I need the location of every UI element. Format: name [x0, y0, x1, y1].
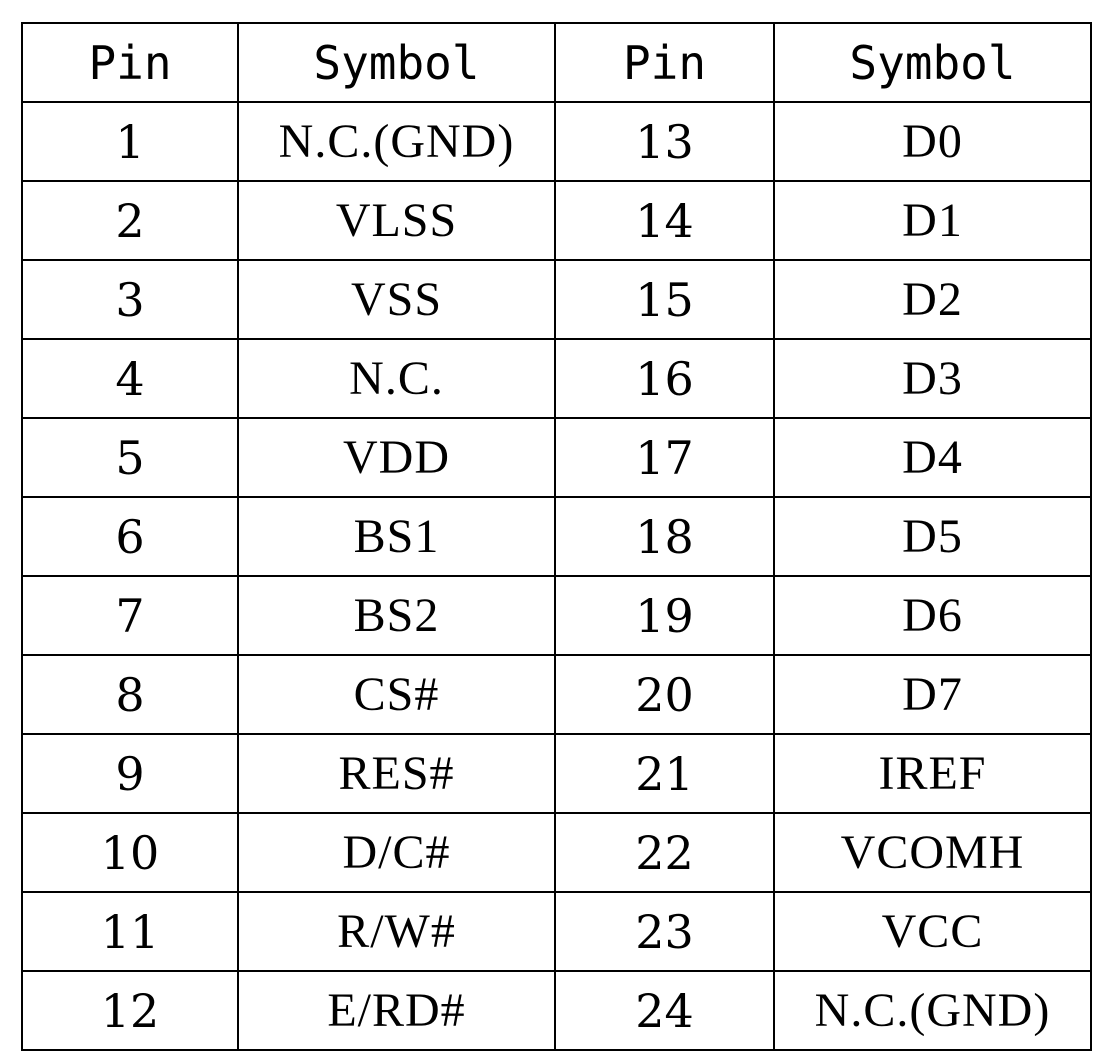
pin-symbol-right: VCOMH [774, 813, 1091, 892]
pin-symbol-right: D1 [774, 181, 1091, 260]
table-row [22, 971, 1091, 1050]
table-row [22, 339, 1091, 418]
pin-symbol-right: D6 [774, 576, 1091, 655]
table-row [22, 576, 1091, 655]
pin-number-left: 6 [22, 497, 238, 576]
pin-symbol-right: D2 [774, 260, 1091, 339]
pin-number-left: 7 [22, 576, 238, 655]
table-row [22, 102, 1091, 181]
pin-number-right: 14 [555, 181, 774, 260]
pin-number-right: 15 [555, 260, 774, 339]
pin-number-right: 21 [555, 734, 774, 813]
pin-number-right: 13 [555, 102, 774, 181]
pin-number-left: 4 [22, 339, 238, 418]
table-row [22, 734, 1091, 813]
pin-symbol-right: D3 [774, 339, 1091, 418]
table-row [22, 813, 1091, 892]
pin-number-left: 2 [22, 181, 238, 260]
pin-symbol-left: VDD [238, 418, 555, 497]
pin-symbol-right: IREF [774, 734, 1091, 813]
pin-number-left: 12 [22, 971, 238, 1050]
pin-symbol-right: N.C.(GND) [774, 971, 1091, 1050]
pin-symbol-left: VSS [238, 260, 555, 339]
pin-number-right: 24 [555, 971, 774, 1050]
pin-symbol-right: D4 [774, 418, 1091, 497]
pin-number-right: 16 [555, 339, 774, 418]
pin-symbol-left: N.C. [238, 339, 555, 418]
table-row [22, 260, 1091, 339]
pin-symbol-right: VCC [774, 892, 1091, 971]
table-header-row [22, 23, 1091, 102]
table-row [22, 497, 1091, 576]
pin-number-right: 23 [555, 892, 774, 971]
pin-symbol-left: R/W# [238, 892, 555, 971]
pin-number-right: 22 [555, 813, 774, 892]
pin-number-left: 1 [22, 102, 238, 181]
pin-number-right: 17 [555, 418, 774, 497]
header-pin-left: Pin [22, 23, 238, 102]
pin-number-left: 10 [22, 813, 238, 892]
pin-number-left: 8 [22, 655, 238, 734]
pin-symbol-left: BS2 [238, 576, 555, 655]
header-pin-right: Pin [555, 23, 774, 102]
header-symbol-right: Symbol [774, 23, 1091, 102]
pin-symbol-left: N.C.(GND) [238, 102, 555, 181]
pin-symbol-right: D5 [774, 497, 1091, 576]
pin-number-right: 19 [555, 576, 774, 655]
pin-number-left: 5 [22, 418, 238, 497]
pin-number-right: 18 [555, 497, 774, 576]
pin-symbol-left: E/RD# [238, 971, 555, 1050]
pin-number-left: 11 [22, 892, 238, 971]
pin-symbol-right: D7 [774, 655, 1091, 734]
table-row [22, 418, 1091, 497]
table-row [22, 181, 1091, 260]
pin-number-left: 9 [22, 734, 238, 813]
header-symbol-left: Symbol [238, 23, 555, 102]
pin-symbol-left: CS# [238, 655, 555, 734]
table-row [22, 655, 1091, 734]
pin-number-right: 20 [555, 655, 774, 734]
pin-number-left: 3 [22, 260, 238, 339]
pin-symbol-right: D0 [774, 102, 1091, 181]
pin-assignment-table [21, 22, 1092, 1051]
pin-symbol-left: BS1 [238, 497, 555, 576]
pin-symbol-left: VLSS [238, 181, 555, 260]
pin-symbol-left: RES# [238, 734, 555, 813]
pin-symbol-left: D/C# [238, 813, 555, 892]
table-row [22, 892, 1091, 971]
